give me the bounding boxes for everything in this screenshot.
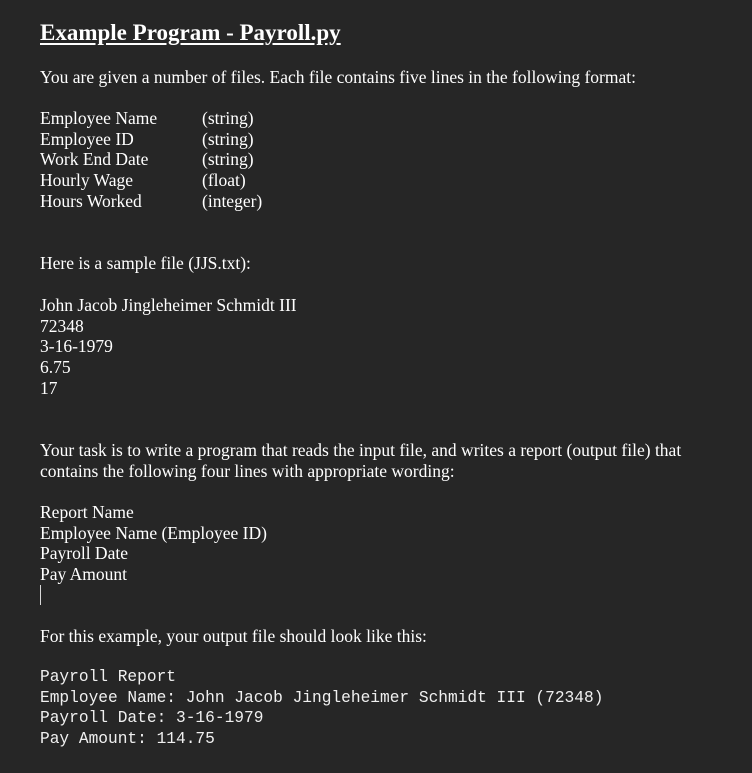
sample-line: 72348 xyxy=(40,315,84,336)
sample-file-lines xyxy=(40,295,297,398)
field-format-list xyxy=(40,108,262,211)
field-type: (string) xyxy=(202,149,254,170)
output-line: Employee Name: John Jacob Jingleheimer Schmidt III (72348) xyxy=(40,688,604,707)
field-type: (string) xyxy=(202,128,254,149)
field-name: Hours Worked xyxy=(40,190,142,211)
field-type: (integer) xyxy=(202,190,263,211)
sample-intro-paragraph: Here is a sample file (JJS.txt): xyxy=(40,253,251,273)
report-line: Employee Name (Employee ID) xyxy=(40,522,267,543)
output-line: Payroll Report xyxy=(40,668,176,686)
field-type: (float) xyxy=(202,170,246,191)
task-paragraph: Your task is to write a program that reads the input file, and writes a report (output file) that contains the following four lines with appropriate wording: xyxy=(40,440,682,481)
output-intro-paragraph: For this example, your output file should look like this: xyxy=(40,626,427,646)
sample-line: John Jacob Jingleheimer Schmidt III xyxy=(40,295,297,315)
field-type: (string) xyxy=(202,108,254,128)
sample-line: 3-16-1979 xyxy=(40,336,113,357)
field-row xyxy=(40,108,262,129)
text-cursor[interactable] xyxy=(40,585,41,605)
report-line: Report Name xyxy=(40,502,134,522)
intro-paragraph: You are given a number of files. Each file contains five lines in the following format: xyxy=(40,67,636,87)
field-row xyxy=(40,170,262,191)
sample-line: 17 xyxy=(40,377,58,398)
output-line: Payroll Date: 3-16-1979 xyxy=(40,709,264,728)
output-example xyxy=(40,667,603,749)
report-line: Payroll Date xyxy=(40,543,128,564)
report-line: Pay Amount xyxy=(40,564,128,585)
field-name: Work End Date xyxy=(40,149,149,170)
report-lines-list xyxy=(40,502,267,585)
sample-line: 6.75 xyxy=(40,357,71,378)
field-name: Hourly Wage xyxy=(40,170,134,191)
field-row xyxy=(40,191,262,212)
field-name: Employee Name xyxy=(40,108,158,128)
field-name: Employee ID xyxy=(40,128,134,149)
output-line: Pay Amount: 114.75 xyxy=(40,729,215,748)
document-title: Example Program - Payroll.py xyxy=(40,20,341,45)
field-row xyxy=(40,149,262,170)
field-row xyxy=(40,129,262,150)
